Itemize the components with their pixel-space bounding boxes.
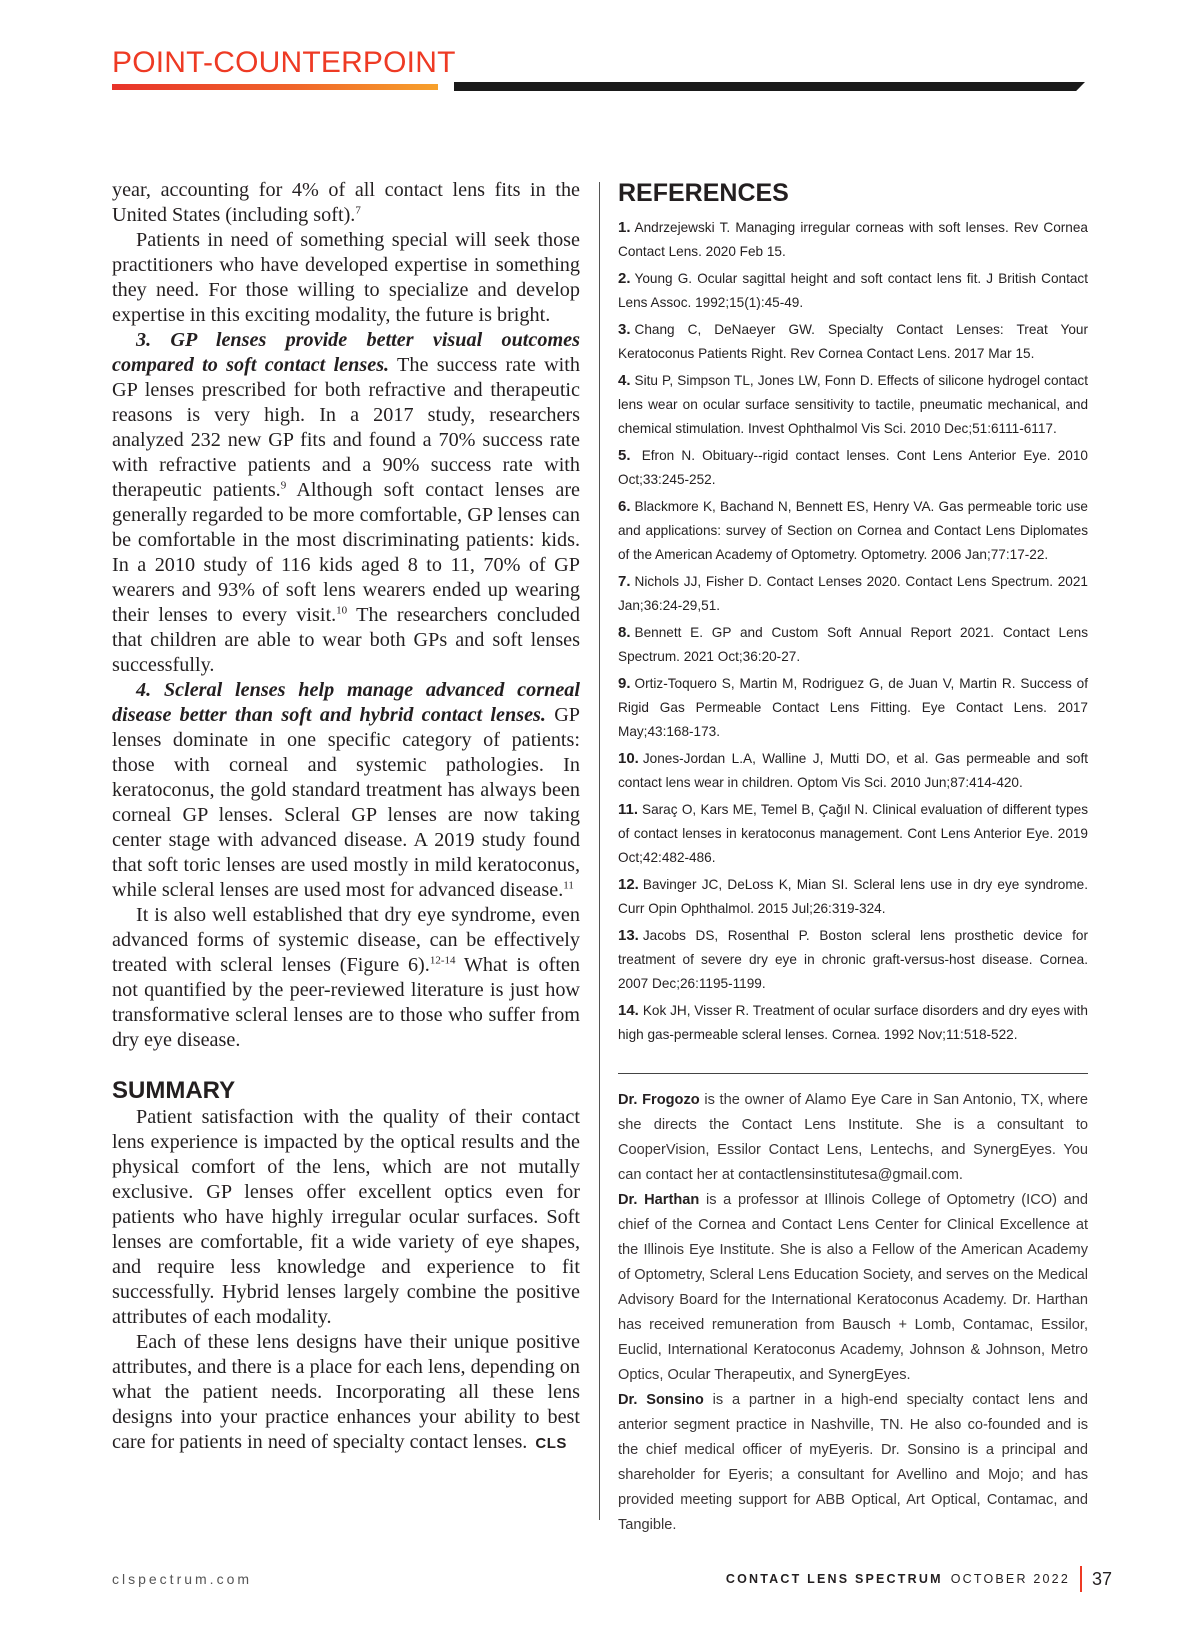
end-mark: CLS bbox=[535, 1435, 567, 1452]
reference-item bbox=[618, 216, 1088, 264]
references-list bbox=[618, 216, 1088, 1047]
reference-text: Kok JH, Visser R. Treatment of ocular surface disorders and dry eyes with high gas-permeable scleral lenses. Cornea. 1992 Nov;11:518-522. bbox=[618, 1003, 1088, 1042]
footer-issue-date: OCTOBER 2022 bbox=[950, 1572, 1070, 1586]
author-bios bbox=[618, 1088, 1088, 1538]
footer-website: clspectrum.com bbox=[112, 1571, 253, 1587]
point-heading: 3. GP lenses provide better visual outcomes compared to soft contact lenses. bbox=[112, 329, 580, 376]
reference-item bbox=[618, 444, 1088, 492]
section-title-underline bbox=[112, 84, 438, 90]
author-bio bbox=[618, 1388, 1088, 1538]
reference-text: Jones-Jordan L.A, Walline J, Mutti DO, et al. Gas permeable and soft contact lens wear in children. Optom Vis Sci. 2010 Jun;87:414-420. bbox=[618, 751, 1088, 790]
reference-item bbox=[618, 672, 1088, 744]
reference-text: Chang C, DeNaeyer GW. Specialty Contact Lenses: Treat Your Keratoconus Patients Right. Rev Cornea Contact Lens. 2017 Mar 15. bbox=[618, 322, 1088, 361]
author-bio-text: is the owner of Alamo Eye Care in San Antonio, TX, where she directs the Contact Lens Institute. She is a consultant to CooperVision, Essilor Contact Lens, Lentechs, and SynergEyes. You can contact her at contactlensinstitutesa@gmail.com. bbox=[618, 1092, 1088, 1183]
reference-text: Efron N. Obituary--rigid contact lenses. Cont Lens Anterior Eye. 2010 Oct;33:245-252. bbox=[618, 448, 1088, 487]
reference-text: Bennett E. GP and Custom Soft Annual Report 2021. Contact Lens Spectrum. 2021 Oct;36:20-27. bbox=[618, 625, 1088, 664]
reference-text: Nichols JJ, Fisher D. Contact Lenses 2020. Contact Lens Spectrum. 2021 Jan;36:24-29,51. bbox=[618, 574, 1088, 613]
reference-number: 1. bbox=[618, 219, 631, 236]
citation-superscript: 10 bbox=[336, 604, 348, 617]
reference-number: 10. bbox=[618, 750, 639, 767]
references-column bbox=[618, 178, 1088, 1538]
point-heading: 4. Scleral lenses help manage advanced corneal disease better than soft and hybrid contact lenses. bbox=[112, 679, 580, 726]
header-rule bbox=[454, 82, 1085, 91]
reference-text: Saraç O, Kars ME, Temel B, Çağıl N. Clinical evaluation of different types of contact lenses in keratoconus management. Cont Lens Anterior Eye. 2019 Oct;42:482-486. bbox=[618, 802, 1088, 865]
body-paragraph: 4. Scleral lenses help manage advanced corneal disease better than soft and hybrid contact lenses. GP lenses dominate in one specific category of patients: those with corneal and systemic pathologies. In keratoconus, the gold standard treatment has always been corneal GP lenses. Scleral GP lenses are now taking center stage with advanced disease. A 2019 study found that soft toric lenses are used mostly in mild keratoconus, while scleral lenses are used most for advanced disease.$^{11}$ bbox=[112, 679, 580, 901]
reference-item bbox=[618, 495, 1088, 567]
reference-item bbox=[618, 798, 1088, 870]
reference-item bbox=[618, 621, 1088, 669]
footer-separator bbox=[1080, 1566, 1082, 1592]
reference-number: 8. bbox=[618, 624, 631, 641]
reference-item bbox=[618, 570, 1088, 618]
author-bio-text: is a professor at Illinois College of Optometry (ICO) and chief of the Cornea and Contact Lens Center for Clinical Excellence at the Illinois Eye Institute. She is also a Fellow of the American Academy of Optometry, Scleral Lens Education Society, and serves on the Medical Advisory Board for the International Keratoconus Academy. Dr. Harthan has received remuneration from Bausch + Lomb, Contamac, Essilor, Euclid, International Keratoconus Academy, Johnson & Johnson, Metro Optics, Ocular Therapeutix, and SynergEyes. bbox=[618, 1192, 1088, 1383]
page-number: 37 bbox=[1091, 1568, 1112, 1589]
author-name: Dr. Harthan bbox=[618, 1192, 700, 1208]
reference-text: Bavinger JC, DeLoss K, Mian SI. Scleral lens use in dry eye syndrome. Curr Opin Ophthalmol. 2015 Jul;26:319-324. bbox=[618, 877, 1088, 916]
section-title: POINT-COUNTERPOINT bbox=[112, 46, 456, 79]
bios-divider bbox=[618, 1073, 1088, 1074]
body-paragraph: 3. GP lenses provide better visual outcomes compared to soft contact lenses. The success rate with GP lenses prescribed for both refractive and therapeutic reasons is very high. In a 2017 study, researchers analyzed 232 new GP fits and found a 70% success rate with refractive patients and a 90% success rate with therapeutic patients.$^9$ Although soft contact lenses are generally regarded to be more comfortable, GP lenses can be comfortable in the most discriminating patients: kids. In a 2010 study of 116 kids aged 8 to 11, 70% of GP wearers and 93% of soft lens wearers ended up wearing their lenses to every visit.$^{10}$ The researchers concluded that children are able to wear both GPs and soft lenses successfully. bbox=[112, 329, 580, 676]
body-paragraph: Each of these lens designs have their unique positive attributes, and there is a place for each lens, depending on what the patient needs. Incorporating all these lens designs into your practice enhances your ability to best care for patients in need of specialty contact lenses. CLS bbox=[112, 1331, 580, 1453]
summary-heading: SUMMARY bbox=[112, 1077, 236, 1104]
reference-number: 5. bbox=[618, 447, 631, 464]
column-divider bbox=[599, 182, 600, 1520]
reference-item bbox=[618, 873, 1088, 921]
reference-number: 3. bbox=[618, 321, 631, 338]
reference-text: Andrzejewski T. Managing irregular corneas with soft lenses. Rev Cornea Contact Lens. 2020 Feb 15. bbox=[618, 220, 1088, 259]
reference-number: 9. bbox=[618, 675, 631, 692]
reference-number: 6. bbox=[618, 498, 631, 515]
citation-superscript: 11 bbox=[563, 879, 574, 892]
reference-text: Blackmore K, Bachand N, Bennett ES, Henry VA. Gas permeable toric use and applications: survey of Section on Cornea and Contact Lens Diplomates of the American Academy of Optometry. Optometry. 2006 Jan;77:17-22. bbox=[618, 499, 1088, 562]
reference-text: Situ P, Simpson TL, Jones LW, Fonn D. Effects of silicone hydrogel contact lens wear on ocular surface sensitivity to tactile, pneumatic mechanical, and chemical stimulation. Invest Ophthalmol Vis Sci. 2010 Dec;51:6111-6117. bbox=[618, 373, 1088, 436]
citation-superscript: 7 bbox=[355, 204, 361, 217]
references-heading: REFERENCES bbox=[618, 179, 789, 207]
body-paragraph: Patient satisfaction with the quality of their contact lens experience is impacted by the optical results and the physical comfort of the lens, which are not mutally exclusive. GP lenses offer excellent optics even for patients who have highly irregular ocular surfaces. Soft lenses are comfortable, fit a wide variety of eye shapes, and require less knowledge and experience to fit successfully. Hybrid lenses largely combine the positive attributes of each modality. bbox=[112, 1106, 580, 1328]
citation-superscript: 9 bbox=[280, 479, 287, 492]
reference-number: 7. bbox=[618, 573, 631, 590]
footer-publication: CONTACT LENS SPECTRUM bbox=[725, 1572, 943, 1586]
reference-text: Jacobs DS, Rosenthal P. Boston scleral lens prosthetic device for treatment of severe dry eye in chronic graft-versus-host disease. Cornea. 2007 Dec;26:1195-1199. bbox=[618, 928, 1088, 991]
reference-number: 11. bbox=[618, 801, 639, 818]
body-paragraph: Patients in need of something special will seek those practitioners who have developed expertise in something they need. For those willing to specialize and develop expertise in this exciting modality, the future is bright. bbox=[112, 229, 580, 326]
body-paragraph: year, accounting for 4% of all contact lens fits in the United States (including soft).$^7$ bbox=[112, 179, 580, 226]
reference-item bbox=[618, 747, 1088, 795]
reference-number: 2. bbox=[618, 270, 631, 287]
reference-number: 12. bbox=[618, 876, 639, 893]
reference-item bbox=[618, 924, 1088, 996]
reference-item bbox=[618, 999, 1088, 1047]
author-name: Dr. Frogozo bbox=[618, 1092, 700, 1108]
author-bio-text: is a partner in a high-end specialty contact lens and anterior segment practice in Nashville, TN. He also co-founded and is the chief medical officer of myEyeris. Dr. Sonsino is a principal and shareholder for Eyeris; a consultant for Avellino and Mojo; and has provided meeting support for ABB Optical, Art Optical, Contamac, and Tangible. bbox=[618, 1392, 1088, 1533]
reference-number: 14. bbox=[618, 1002, 639, 1019]
author-bio bbox=[618, 1088, 1088, 1188]
reference-number: 13. bbox=[618, 927, 639, 944]
body-paragraph: It is also well established that dry eye syndrome, even advanced forms of systemic disease, can be effectively treated with scleral lenses (Figure 6).$^{12-14}$ What is often not quantified by the peer-reviewed literature is just how transformative scleral lenses are to those who suffer from dry eye disease. bbox=[112, 904, 581, 1051]
reference-item bbox=[618, 369, 1088, 441]
citation-superscript: 12-14 bbox=[429, 954, 456, 967]
reference-text: Ortiz-Toquero S, Martin M, Rodriguez G, de Juan V, Martin R. Success of Rigid Gas Permeable Contact Lens Fitting. Eye Contact Lens. 2017 May;43:168-173. bbox=[618, 676, 1088, 739]
author-bio bbox=[618, 1188, 1088, 1388]
footer-folio bbox=[726, 1566, 1112, 1592]
reference-item bbox=[618, 318, 1088, 366]
article-body-column bbox=[112, 178, 580, 1456]
reference-item bbox=[618, 267, 1088, 315]
author-name: Dr. Sonsino bbox=[618, 1392, 704, 1408]
reference-number: 4. bbox=[618, 372, 631, 389]
reference-text: Young G. Ocular sagittal height and soft contact lens fit. J British Contact Lens Assoc. 1992;15(1):45-49. bbox=[618, 271, 1088, 310]
